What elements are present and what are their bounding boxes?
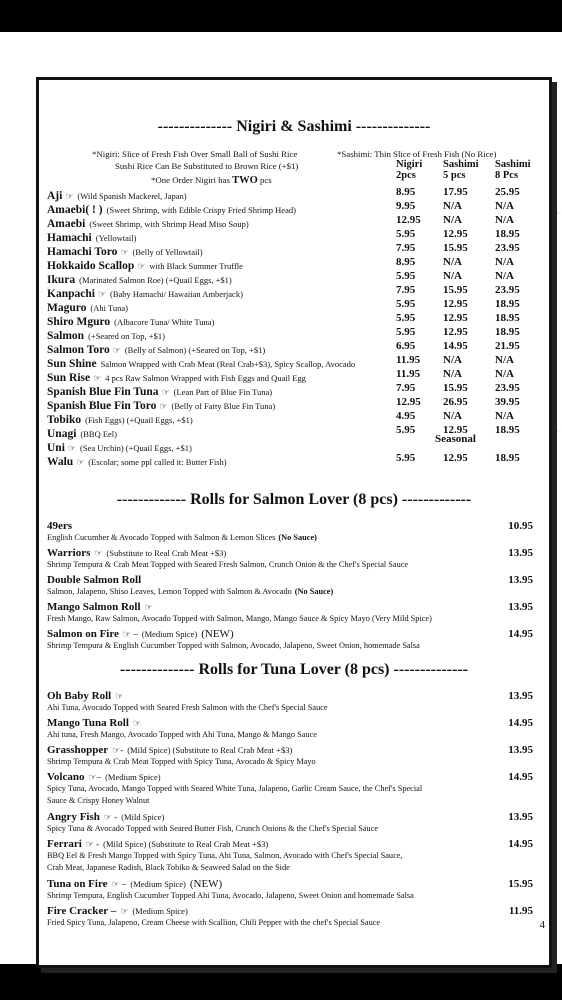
item-description: with Black Summer Truffle <box>149 261 243 271</box>
price-sashimi-5: 12.95 <box>443 228 468 240</box>
price-sashimi-5: 12.95 <box>443 312 468 324</box>
nigiri-section-title: -------------- Nigiri & Sashimi -------------- <box>157 118 431 135</box>
price-sashimi-8: 23.95 <box>495 284 520 296</box>
item-description: (Belly of Yellowtail) <box>132 247 203 257</box>
roll-description <box>47 702 543 714</box>
pointing-hand-icon: ☞ - <box>85 839 100 849</box>
tuna-roll <box>47 905 543 929</box>
roll-name-line <box>47 838 543 850</box>
salmon-roll <box>47 601 543 625</box>
nigiri-item-row <box>47 354 543 368</box>
price-sashimi-8: 18.95 <box>495 424 520 436</box>
nigiri-item-row <box>47 284 543 298</box>
item-name: Hokkaido Scallop <box>47 260 135 272</box>
salmon-roll <box>47 547 543 571</box>
new-badge: (NEW) <box>201 628 234 640</box>
spice-note: (Medium Spice) <box>130 879 186 889</box>
pointing-hand-icon: ☞ – <box>122 629 138 639</box>
price-nigiri: 8.95 <box>396 186 416 198</box>
item-description: (Baby Hamachi/ Hawaiian Amberjack) <box>110 289 243 299</box>
price-seasonal: Seasonal <box>435 433 476 445</box>
price-sashimi-8: N/A <box>495 410 514 422</box>
roll-name-line <box>47 811 543 823</box>
tuna-roll <box>47 771 543 806</box>
nigiri-item-row <box>47 256 543 270</box>
nigiri-item-row <box>47 270 543 284</box>
roll-name: Double Salmon Roll <box>47 574 142 586</box>
roll-description-cont: Crab Meat, Japanese Radish, Black Tobiko & Seaweed Salad on the Side <box>47 862 290 872</box>
roll-name: Ferrari <box>47 838 82 850</box>
price-sashimi-5: N/A <box>443 200 462 212</box>
roll-name: Volcano <box>47 771 85 783</box>
item-name: Salmon <box>47 330 85 342</box>
brown-rice-note: Sushi Rice Can Be Substituted to Brown Rice (+$1) <box>115 161 299 171</box>
item-name: Hamachi <box>47 232 92 244</box>
price-nigiri: 5.95 <box>396 228 416 240</box>
roll-description-bold: (No Sauce) <box>278 533 317 542</box>
price-sashimi-5: 17.95 <box>443 186 468 198</box>
col-header-sashimi-8: Sashimi 8 Pcs <box>495 159 531 181</box>
roll-description <box>47 917 543 929</box>
price-nigiri: 12.95 <box>396 396 421 408</box>
roll-description <box>47 532 543 544</box>
nigiri-item-row <box>47 200 543 214</box>
price-sashimi-8: N/A <box>495 214 514 226</box>
roll-description-text: Shrimp Tempura & Crab Meat Topped with Spicy Tuna, Avocado & Spicy Mayo <box>47 757 316 766</box>
item-description: (Albacore Tuna/ White Tuna) <box>114 317 215 327</box>
roll-description-text: Salmon, Jalapeno, Shiso Leaves, Lemon Topped with Salmon & Avocado <box>47 587 292 596</box>
roll-description <box>47 559 543 571</box>
roll-description-bold: (No Sauce) <box>294 587 334 596</box>
roll-name: 49ers <box>47 520 73 532</box>
nigiri-item-row <box>47 242 543 256</box>
pointing-hand-icon: ☞ – <box>111 879 127 889</box>
item-name: Spanish Blue Fin Tuna <box>47 386 159 398</box>
roll-description-text: Spicy Tuna, Avocado, Mango Topped with Seared White Tuna, Jalapeno, Garlic Cream Sauce, the Chef's Special <box>47 784 423 793</box>
price-nigiri: 12.95 <box>396 214 421 226</box>
item-description: (Belly of Fatty Blue Fin Tuna) <box>171 401 276 411</box>
tuna-roll <box>47 690 543 714</box>
roll-description <box>47 586 543 598</box>
pointing-hand-icon: ☞ <box>120 247 129 257</box>
price-sashimi-8: 18.95 <box>495 228 520 240</box>
roll-description <box>47 783 543 795</box>
price-sashimi-5: N/A <box>443 256 462 268</box>
roll-price: 14.95 <box>508 838 533 850</box>
price-nigiri: 5.95 <box>396 452 416 464</box>
price-sashimi-8: 21.95 <box>495 340 520 352</box>
order-note-prefix: *One Order Nigiri has <box>151 175 233 185</box>
item-name: Shiro Mguro <box>47 316 111 328</box>
nigiri-item-row <box>47 312 543 326</box>
price-nigiri: 9.95 <box>396 200 416 212</box>
price-nigiri: 11.95 <box>396 354 421 366</box>
item-description: Salmon Wrapped with Crab Meat (Real Crab+$3), Spicy Scallop, Avocado <box>100 359 356 369</box>
spice-note: (Medium Spice) <box>132 906 188 916</box>
roll-name-line <box>47 690 543 702</box>
roll-description-text: Ahi Tuna, Avocado Topped with Seared Fresh Salmon with the Chef's Special Sauce <box>47 703 328 712</box>
item-name: Ikura <box>47 274 76 286</box>
price-nigiri: 5.95 <box>396 270 416 282</box>
roll-price: 15.95 <box>508 878 533 890</box>
page-number: 4 <box>539 919 545 931</box>
price-sashimi-8: 23.95 <box>495 242 520 254</box>
roll-description-text: Shrimp Tempura & English Cucumber Topped with Salmon, Avocado, Jalapeno, Sweet Onion, homemade Salsa <box>47 641 420 650</box>
tuna-roll <box>47 878 543 902</box>
pointing-hand-icon: ☞ <box>161 387 170 397</box>
pointing-hand-icon: ☞ <box>144 602 153 612</box>
tuna-roll <box>47 811 543 835</box>
price-nigiri: 4.95 <box>396 410 416 422</box>
price-nigiri: 5.95 <box>396 326 416 338</box>
item-description: (Wild Spanish Mackerel, Japan) <box>77 191 187 201</box>
item-description: (Sweet Shrimp, with Edible Crispy Fried Shrimp Head) <box>106 205 296 215</box>
item-description: (Marinated Salmon Roe) (+Quail Eggs, +$1) <box>79 275 232 285</box>
pointing-hand-icon: ☞ <box>120 906 129 916</box>
item-name: Unagi <box>47 428 77 440</box>
roll-name: Warriors <box>47 547 91 559</box>
roll-price: 13.95 <box>508 601 533 613</box>
roll-price: 13.95 <box>508 547 533 559</box>
salmon-roll <box>47 520 543 544</box>
tuna-section-title: -------------- Rolls for Tuna Lover (8 pcs) -------------- <box>119 661 469 678</box>
roll-name-line <box>47 744 543 756</box>
new-badge: (NEW) <box>189 878 223 890</box>
price-sashimi-5: 14.95 <box>443 340 468 352</box>
nigiri-note: *Nigiri: Slice of Fresh Fish Over Small Ball of Sushi Rice <box>92 149 298 159</box>
price-nigiri: 7.95 <box>396 382 416 394</box>
salmon-section-title: ------------- Rolls for Salmon Lover (8 pcs) ------------- <box>116 491 472 508</box>
roll-name: Grasshopper <box>47 744 109 756</box>
price-sashimi-8: N/A <box>495 354 514 366</box>
roll-price: 13.95 <box>508 574 533 586</box>
roll-price: 13.95 <box>508 690 533 702</box>
col-header-sashimi-5: Sashimi 5 pcs <box>443 159 479 181</box>
nigiri-item-row <box>47 186 543 200</box>
roll-name-line <box>47 717 543 729</box>
roll-name: Fire Cracker – <box>47 905 117 917</box>
price-nigiri: 5.95 <box>396 424 416 436</box>
pointing-hand-icon: ☞ <box>159 401 168 411</box>
price-sashimi-5: N/A <box>443 368 462 380</box>
tuna-roll <box>47 744 543 768</box>
roll-name: Salmon on Fire <box>47 628 119 640</box>
item-description: (Escolar; some ppl called it: Butter Fish) <box>88 457 227 467</box>
pointing-hand-icon: ☞ <box>65 191 74 201</box>
roll-description <box>47 823 543 835</box>
item-name: Uni <box>47 442 65 454</box>
page-curl-decoration <box>552 212 562 432</box>
price-nigiri: 6.95 <box>396 340 416 352</box>
price-nigiri: 5.95 <box>396 298 416 310</box>
price-sashimi-5: 15.95 <box>443 242 468 254</box>
roll-name-line <box>47 520 543 532</box>
price-sashimi-8: N/A <box>495 200 514 212</box>
order-note-suffix: pcs <box>257 175 272 185</box>
price-sashimi-8: N/A <box>495 270 514 282</box>
order-note-count: TWO <box>232 175 258 186</box>
price-sashimi-8: 18.95 <box>495 326 520 338</box>
roll-name-line <box>47 905 543 917</box>
item-name: Sun Rise <box>47 372 91 384</box>
spice-note: (Mild Spice) (Substitute to Real Crab Meat +$3) <box>103 839 269 849</box>
price-sashimi-8: 18.95 <box>495 312 520 324</box>
price-sashimi-8: 18.95 <box>495 298 520 310</box>
pointing-hand-icon: ☞– <box>88 772 102 782</box>
roll-name: Mango Salmon Roll <box>47 601 141 613</box>
nigiri-item-row <box>47 298 543 312</box>
salmon-roll <box>47 574 543 598</box>
item-description: (Lean Part of Blue Fin Tuna) <box>173 387 273 397</box>
roll-name: Angry Fish <box>47 811 100 823</box>
pointing-hand-icon: ☞ <box>132 718 141 728</box>
roll-price: 11.95 <box>508 905 533 917</box>
roll-description-text: BBQ Eel & Fresh Mango Topped with Spicy Tuna, Ahi Tuna, Salmon, Avocado with Chef's Special Sauce, <box>47 851 403 860</box>
roll-price: 13.95 <box>508 811 533 823</box>
price-nigiri: 8.95 <box>396 256 416 268</box>
item-description: (Sweet Shrimp, with Shrimp Head Miso Soup) <box>89 219 249 229</box>
item-name: Aji <box>47 190 63 202</box>
price-sashimi-5: 26.95 <box>443 396 468 408</box>
item-description: (Ahi Tuna) <box>90 303 128 313</box>
item-name: Salmon Toro <box>47 344 110 356</box>
pointing-hand-icon: ☞ <box>76 457 85 467</box>
pointing-hand-icon: ☞ - <box>103 812 118 822</box>
roll-name-line <box>47 547 543 559</box>
spice-note: (Substitute to Real Crab Meat +$3) <box>106 548 227 558</box>
price-nigiri: 7.95 <box>396 242 416 254</box>
spice-note: (Mild Spice) (Substitute to Real Crab Meat +$3) <box>127 745 293 755</box>
price-sashimi-5: 12.95 <box>443 424 468 436</box>
roll-name-line <box>47 878 543 890</box>
pointing-hand-icon: ☞- <box>112 745 124 755</box>
price-sashimi-5: N/A <box>443 410 462 422</box>
roll-name: Mango Tuna Roll <box>47 717 129 729</box>
price-sashimi-5: 15.95 <box>443 284 468 296</box>
roll-name-line <box>47 574 543 586</box>
item-name: Kanpachi <box>47 288 95 300</box>
price-sashimi-5: N/A <box>443 354 462 366</box>
col-header-nigiri: Nigiri 2pcs <box>396 159 423 181</box>
item-description: (+Seared on Top, +$1) <box>88 331 165 341</box>
item-name: Spanish Blue Fin Toro <box>47 400 157 412</box>
nigiri-item-row <box>47 452 543 466</box>
price-sashimi-5: N/A <box>443 214 462 226</box>
item-name: Hamachi Toro <box>47 246 118 258</box>
roll-name-line <box>47 628 543 640</box>
roll-description <box>47 729 543 741</box>
item-description: 4 pcs Raw Salmon Wrapped with Fish Eggs and Quail Egg <box>105 373 306 383</box>
item-name: Maguro <box>47 302 87 314</box>
item-description: (Yellowtail) <box>95 233 137 243</box>
roll-description-text: Ahi tuna, Fresh Mango, Avocado Topped with Ahi Tuna, Mango & Mango Sauce <box>47 730 317 739</box>
pointing-hand-icon: ☞ <box>137 261 146 271</box>
price-sashimi-5: N/A <box>443 270 462 282</box>
roll-price: 14.95 <box>508 771 533 783</box>
menu-page <box>0 32 562 964</box>
spice-note: (Medium Spice) <box>105 772 161 782</box>
pointing-hand-icon: ☞ <box>97 289 107 299</box>
item-description: (Fish Eggs) (+Quail Eggs, +$1) <box>85 415 193 425</box>
sashimi-note: *Sashimi: Thin Slice of Fresh Fish (No Rice) <box>337 149 497 159</box>
roll-name: Oh Baby Roll <box>47 690 112 702</box>
roll-description <box>47 756 543 768</box>
price-sashimi-8: N/A <box>495 256 514 268</box>
price-nigiri: 11.95 <box>396 368 421 380</box>
roll-price: 10.95 <box>508 520 533 532</box>
tuna-roll <box>47 717 543 741</box>
spice-note: (Medium Spice) <box>141 629 198 639</box>
tuna-roll <box>47 838 543 873</box>
item-description: (Sea Urchin) (+Quail Eggs, +$1) <box>79 443 192 453</box>
roll-description-text: Spicy Tuna & Avocado Topped with Seared Butter Fish, Crunch Onions & the Chef's Special Sauce <box>47 824 379 833</box>
item-name: Walu <box>47 456 74 468</box>
pointing-hand-icon: ☞ <box>67 443 76 453</box>
salmon-roll <box>47 628 543 652</box>
roll-description-text: Shrimp Tempura, English Cucumber Topped Ahi Tuna, Avocado, Jalapeno, Sweet Onion and homemade Salsa <box>47 891 414 900</box>
item-name: Sun Shine <box>47 358 97 370</box>
price-sashimi-8: 25.95 <box>495 186 520 198</box>
roll-description <box>47 890 543 902</box>
roll-description <box>47 850 543 862</box>
price-sashimi-5: 12.95 <box>443 326 468 338</box>
roll-price: 14.95 <box>508 628 533 640</box>
pointing-hand-icon: ☞ <box>115 691 124 701</box>
pointing-hand-icon: ☞ <box>112 345 121 355</box>
roll-description-text: Fresh Mango, Raw Salmon, Avocado Topped with Salmon, Mango, Mango Sauce & Spicy Mayo (Very Mild Spice) <box>47 614 432 623</box>
roll-description-text: Fried Spicy Tuna, Jalapeno, Cream Cheese with Scallion, Chili Pepper with the chef's Special Sauce <box>47 918 381 927</box>
price-sashimi-5: 12.95 <box>443 452 468 464</box>
nigiri-item-row <box>47 396 543 410</box>
price-nigiri: 5.95 <box>396 312 416 324</box>
price-sashimi-8: 23.95 <box>495 382 520 394</box>
item-description: (Belly of Salmon) (+Seared on Top, +$1) <box>124 345 266 355</box>
price-sashimi-8: 18.95 <box>495 452 520 464</box>
roll-description-text: Shrimp Tempura & Crab Meat Topped with Seared Fresh Salmon, Crunch Onion & the Chef's Special Sauce <box>47 560 409 569</box>
pointing-hand-icon: ☞ <box>93 373 102 383</box>
roll-description <box>47 640 543 652</box>
nigiri-item-row <box>47 214 543 228</box>
item-description: (BBQ Eel) <box>80 429 117 439</box>
menu-frame <box>36 77 552 968</box>
nigiri-item-row <box>47 410 543 424</box>
order-note <box>151 175 272 186</box>
item-name: Amaebi( ! ) <box>47 204 103 216</box>
nigiri-item-row <box>47 382 543 396</box>
nigiri-item-row <box>47 340 543 354</box>
price-sashimi-5: 15.95 <box>443 382 468 394</box>
roll-name-line <box>47 601 543 613</box>
item-name: Tobiko <box>47 414 82 426</box>
price-sashimi-8: N/A <box>495 368 514 380</box>
nigiri-item-row <box>47 368 543 382</box>
roll-description <box>47 613 543 625</box>
price-sashimi-8: 39.95 <box>495 396 520 408</box>
roll-name: Tuna on Fire <box>47 878 108 890</box>
spice-note: (Mild Spice) <box>121 812 165 822</box>
roll-price: 14.95 <box>508 717 533 729</box>
nigiri-item-row <box>47 326 543 340</box>
pointing-hand-icon: ☞ <box>94 548 103 558</box>
roll-name-line <box>47 771 543 783</box>
price-sashimi-5: 12.95 <box>443 298 468 310</box>
roll-description-text: English Cucumber & Avocado Topped with Salmon & Lemon Slices <box>47 533 276 542</box>
roll-description-cont: Sauce & Crispy Honey Walnut <box>47 795 150 805</box>
roll-price: 13.95 <box>508 744 533 756</box>
price-nigiri: 7.95 <box>396 284 416 296</box>
item-name: Amaebi <box>47 218 86 230</box>
nigiri-item-row <box>47 228 543 242</box>
